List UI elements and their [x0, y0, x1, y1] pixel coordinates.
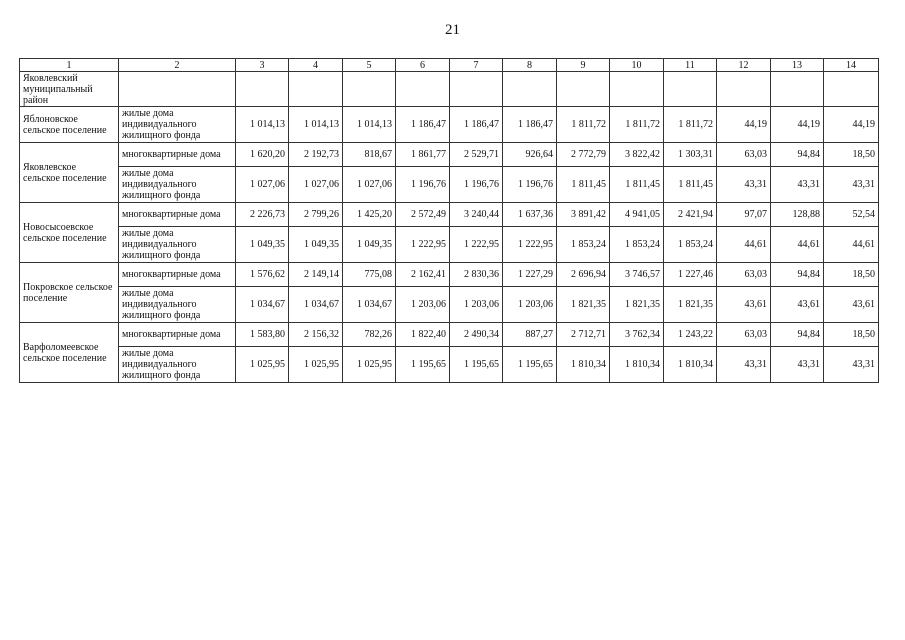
- column-header: 5: [343, 59, 396, 72]
- value-cell: 1 303,31: [664, 143, 717, 167]
- value-cell: 44,61: [771, 227, 824, 263]
- housing-type: жилые дома индивидуального жилищного фонда: [119, 167, 236, 203]
- value-cell: 1 821,35: [610, 287, 664, 323]
- housing-type: многоквартирные дома: [119, 143, 236, 167]
- value-cell: 2 490,34: [450, 323, 503, 347]
- value-cell: 1 243,22: [664, 323, 717, 347]
- value-cell: 1 014,13: [236, 107, 289, 143]
- value-cell: 887,27: [503, 323, 557, 347]
- column-header: 14: [824, 59, 879, 72]
- value-cell: 43,31: [771, 167, 824, 203]
- value-cell: 1 425,20: [343, 203, 396, 227]
- value-cell: 1 222,95: [503, 227, 557, 263]
- value-cell: 1 810,34: [664, 347, 717, 383]
- value-cell: 1 049,35: [289, 227, 343, 263]
- value-cell: 1 027,06: [343, 167, 396, 203]
- value-cell: 1 014,13: [343, 107, 396, 143]
- table-row: [20, 263, 879, 287]
- column-header: 11: [664, 59, 717, 72]
- value-cell: 94,84: [771, 323, 824, 347]
- value-cell: 1 853,24: [664, 227, 717, 263]
- value-cell: 3 240,44: [450, 203, 503, 227]
- value-cell: 1 025,95: [343, 347, 396, 383]
- value-cell: 2 156,32: [289, 323, 343, 347]
- value-cell: 44,19: [824, 107, 879, 143]
- value-cell: 63,03: [717, 143, 771, 167]
- value-cell: 1 025,95: [236, 347, 289, 383]
- column-header: 8: [503, 59, 557, 72]
- settlement-name: Яковлевское сельское поселение: [20, 143, 119, 203]
- value-cell: 1 637,36: [503, 203, 557, 227]
- value-cell: 1 186,47: [396, 107, 450, 143]
- value-cell: 94,84: [771, 143, 824, 167]
- value-cell: 128,88: [771, 203, 824, 227]
- column-header: 13: [771, 59, 824, 72]
- value-cell: 1 822,40: [396, 323, 450, 347]
- value-cell: 1 034,67: [236, 287, 289, 323]
- value-cell: 43,61: [771, 287, 824, 323]
- value-cell: 43,31: [717, 347, 771, 383]
- table-row: [20, 227, 879, 263]
- settlement-name: Варфоломеевское сельское поселение: [20, 323, 119, 383]
- table-row: [20, 107, 879, 143]
- settlement-name: Яблоновское сельское поселение: [20, 107, 119, 143]
- value-cell: 97,07: [717, 203, 771, 227]
- value-cell: 2 696,94: [557, 263, 610, 287]
- value-cell: 1 049,35: [236, 227, 289, 263]
- value-cell: 1 196,76: [450, 167, 503, 203]
- column-header: 4: [289, 59, 343, 72]
- value-cell: 1 027,06: [289, 167, 343, 203]
- table-row: [20, 167, 879, 203]
- value-cell: 1 811,72: [610, 107, 664, 143]
- value-cell: 1 810,34: [557, 347, 610, 383]
- value-cell: 44,61: [824, 227, 879, 263]
- value-cell: 43,31: [824, 167, 879, 203]
- value-cell: 43,61: [824, 287, 879, 323]
- column-header: 1: [20, 59, 119, 72]
- value-cell: 1 195,65: [450, 347, 503, 383]
- value-cell: 926,64: [503, 143, 557, 167]
- value-cell: 1 821,35: [664, 287, 717, 323]
- value-cell: 1 853,24: [557, 227, 610, 263]
- settlement-name: Новосысоевское сельское поселение: [20, 203, 119, 263]
- table-row: [20, 323, 879, 347]
- housing-type: жилые дома индивидуального жилищного фонда: [119, 287, 236, 323]
- value-cell: 2 572,49: [396, 203, 450, 227]
- value-cell: 3 746,57: [610, 263, 664, 287]
- value-cell: 1 034,67: [289, 287, 343, 323]
- value-cell: 1 049,35: [343, 227, 396, 263]
- value-cell: 43,61: [717, 287, 771, 323]
- value-cell: 52,54: [824, 203, 879, 227]
- value-cell: 2 772,79: [557, 143, 610, 167]
- value-cell: 2 799,26: [289, 203, 343, 227]
- value-cell: 1 203,06: [450, 287, 503, 323]
- value-cell: 2 712,71: [557, 323, 610, 347]
- value-cell: 44,61: [717, 227, 771, 263]
- value-cell: 1 811,72: [557, 107, 610, 143]
- housing-type: жилые дома индивидуального жилищного фонда: [119, 347, 236, 383]
- value-cell: 1 203,06: [396, 287, 450, 323]
- value-cell: 3 822,42: [610, 143, 664, 167]
- column-number-row: [20, 59, 879, 72]
- value-cell: 1 620,20: [236, 143, 289, 167]
- housing-type: жилые дома индивидуального жилищного фонда: [119, 227, 236, 263]
- district-row: [20, 72, 879, 107]
- value-cell: 1 861,77: [396, 143, 450, 167]
- value-cell: 18,50: [824, 263, 879, 287]
- value-cell: 818,67: [343, 143, 396, 167]
- value-cell: 94,84: [771, 263, 824, 287]
- value-cell: 1 227,29: [503, 263, 557, 287]
- value-cell: 3 891,42: [557, 203, 610, 227]
- column-header: 3: [236, 59, 289, 72]
- value-cell: 1 222,95: [450, 227, 503, 263]
- value-cell: 2 529,71: [450, 143, 503, 167]
- value-cell: 18,50: [824, 323, 879, 347]
- value-cell: 1 196,76: [503, 167, 557, 203]
- value-cell: 2 830,36: [450, 263, 503, 287]
- table-row: [20, 347, 879, 383]
- value-cell: 1 186,47: [503, 107, 557, 143]
- column-header: 2: [119, 59, 236, 72]
- value-cell: 775,08: [343, 263, 396, 287]
- housing-type: многоквартирные дома: [119, 203, 236, 227]
- table-row: [20, 143, 879, 167]
- value-cell: 1 203,06: [503, 287, 557, 323]
- value-cell: 1 227,46: [664, 263, 717, 287]
- housing-type: многоквартирные дома: [119, 323, 236, 347]
- value-cell: 1 196,76: [396, 167, 450, 203]
- column-header: 6: [396, 59, 450, 72]
- value-cell: 1 821,35: [557, 287, 610, 323]
- value-cell: 2 421,94: [664, 203, 717, 227]
- value-cell: 2 192,73: [289, 143, 343, 167]
- value-cell: 1 222,95: [396, 227, 450, 263]
- value-cell: 1 025,95: [289, 347, 343, 383]
- value-cell: 2 226,73: [236, 203, 289, 227]
- value-cell: 43,31: [824, 347, 879, 383]
- page-number: 21: [445, 22, 460, 38]
- value-cell: 44,19: [717, 107, 771, 143]
- table-row: [20, 287, 879, 323]
- value-cell: 1 576,62: [236, 263, 289, 287]
- column-header: 7: [450, 59, 503, 72]
- value-cell: 2 149,14: [289, 263, 343, 287]
- value-cell: 1 186,47: [450, 107, 503, 143]
- district-name: Яковлевский муниципальный район: [20, 72, 119, 107]
- value-cell: 3 762,34: [610, 323, 664, 347]
- value-cell: 1 810,34: [610, 347, 664, 383]
- value-cell: 1 195,65: [503, 347, 557, 383]
- value-cell: 43,31: [771, 347, 824, 383]
- value-cell: 1 195,65: [396, 347, 450, 383]
- value-cell: 63,03: [717, 263, 771, 287]
- column-header: 9: [557, 59, 610, 72]
- value-cell: 1 853,24: [610, 227, 664, 263]
- value-cell: 2 162,41: [396, 263, 450, 287]
- value-cell: 1 583,80: [236, 323, 289, 347]
- value-cell: 63,03: [717, 323, 771, 347]
- value-cell: 1 811,45: [557, 167, 610, 203]
- column-header: 12: [717, 59, 771, 72]
- value-cell: 1 811,72: [664, 107, 717, 143]
- value-cell: 1 034,67: [343, 287, 396, 323]
- housing-type: жилые дома индивидуального жилищного фонда: [119, 107, 236, 143]
- settlement-name: Покровское сельское поселение: [20, 263, 119, 323]
- value-cell: 1 027,06: [236, 167, 289, 203]
- value-cell: 782,26: [343, 323, 396, 347]
- tariff-table: [19, 58, 879, 383]
- table-row: [20, 203, 879, 227]
- value-cell: 1 811,45: [610, 167, 664, 203]
- value-cell: 44,19: [771, 107, 824, 143]
- value-cell: 1 811,45: [664, 167, 717, 203]
- housing-type: многоквартирные дома: [119, 263, 236, 287]
- value-cell: 1 014,13: [289, 107, 343, 143]
- value-cell: 43,31: [717, 167, 771, 203]
- column-header: 10: [610, 59, 664, 72]
- value-cell: 4 941,05: [610, 203, 664, 227]
- value-cell: 18,50: [824, 143, 879, 167]
